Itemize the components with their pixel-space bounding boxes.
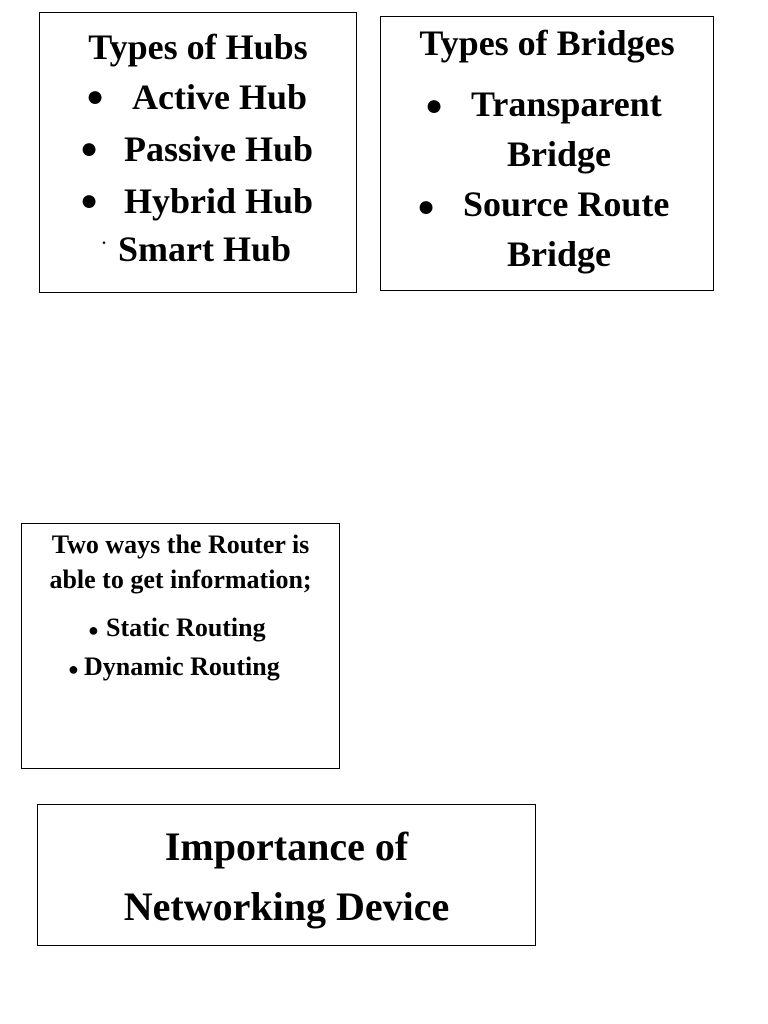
small-bullet-icon: . bbox=[102, 231, 106, 248]
hubs-card bbox=[39, 12, 357, 293]
router-card bbox=[21, 523, 340, 769]
bridges-item-line2: Bridge bbox=[507, 134, 611, 174]
bullet-icon: ● bbox=[80, 184, 99, 217]
bridges-item-line1: Source Route bbox=[463, 184, 670, 224]
bullet-icon: ● bbox=[68, 659, 79, 679]
importance-card bbox=[37, 804, 536, 946]
importance-title-line1: Importance of bbox=[164, 824, 409, 869]
bullet-icon: ● bbox=[425, 89, 444, 122]
router-item-label: Static Routing bbox=[106, 613, 266, 642]
importance-title-line2: Networking Device bbox=[123, 884, 450, 929]
hubs-title: Types of Hubs bbox=[88, 27, 308, 67]
bullet-icon: ● bbox=[88, 620, 99, 640]
hubs-item-label: Smart Hub bbox=[118, 229, 292, 269]
hubs-item-label: Active Hub bbox=[132, 77, 307, 117]
bridges-item-line2: Bridge bbox=[507, 234, 611, 274]
hubs-item-label: Hybrid Hub bbox=[124, 181, 314, 221]
hubs-item-label: Passive Hub bbox=[124, 129, 314, 169]
router-item-label: Dynamic Routing bbox=[84, 652, 280, 681]
bullet-icon: ● bbox=[86, 80, 105, 113]
bullet-icon: ● bbox=[417, 190, 436, 223]
router-heading-line1: Two ways the Router is bbox=[51, 530, 310, 559]
router-heading-line2: able to get information; bbox=[49, 565, 312, 594]
bridges-title: Types of Bridges bbox=[419, 23, 675, 63]
bullet-icon: ● bbox=[80, 132, 99, 165]
bridges-card bbox=[380, 16, 714, 291]
bridges-item-line1: Transparent bbox=[471, 84, 662, 124]
